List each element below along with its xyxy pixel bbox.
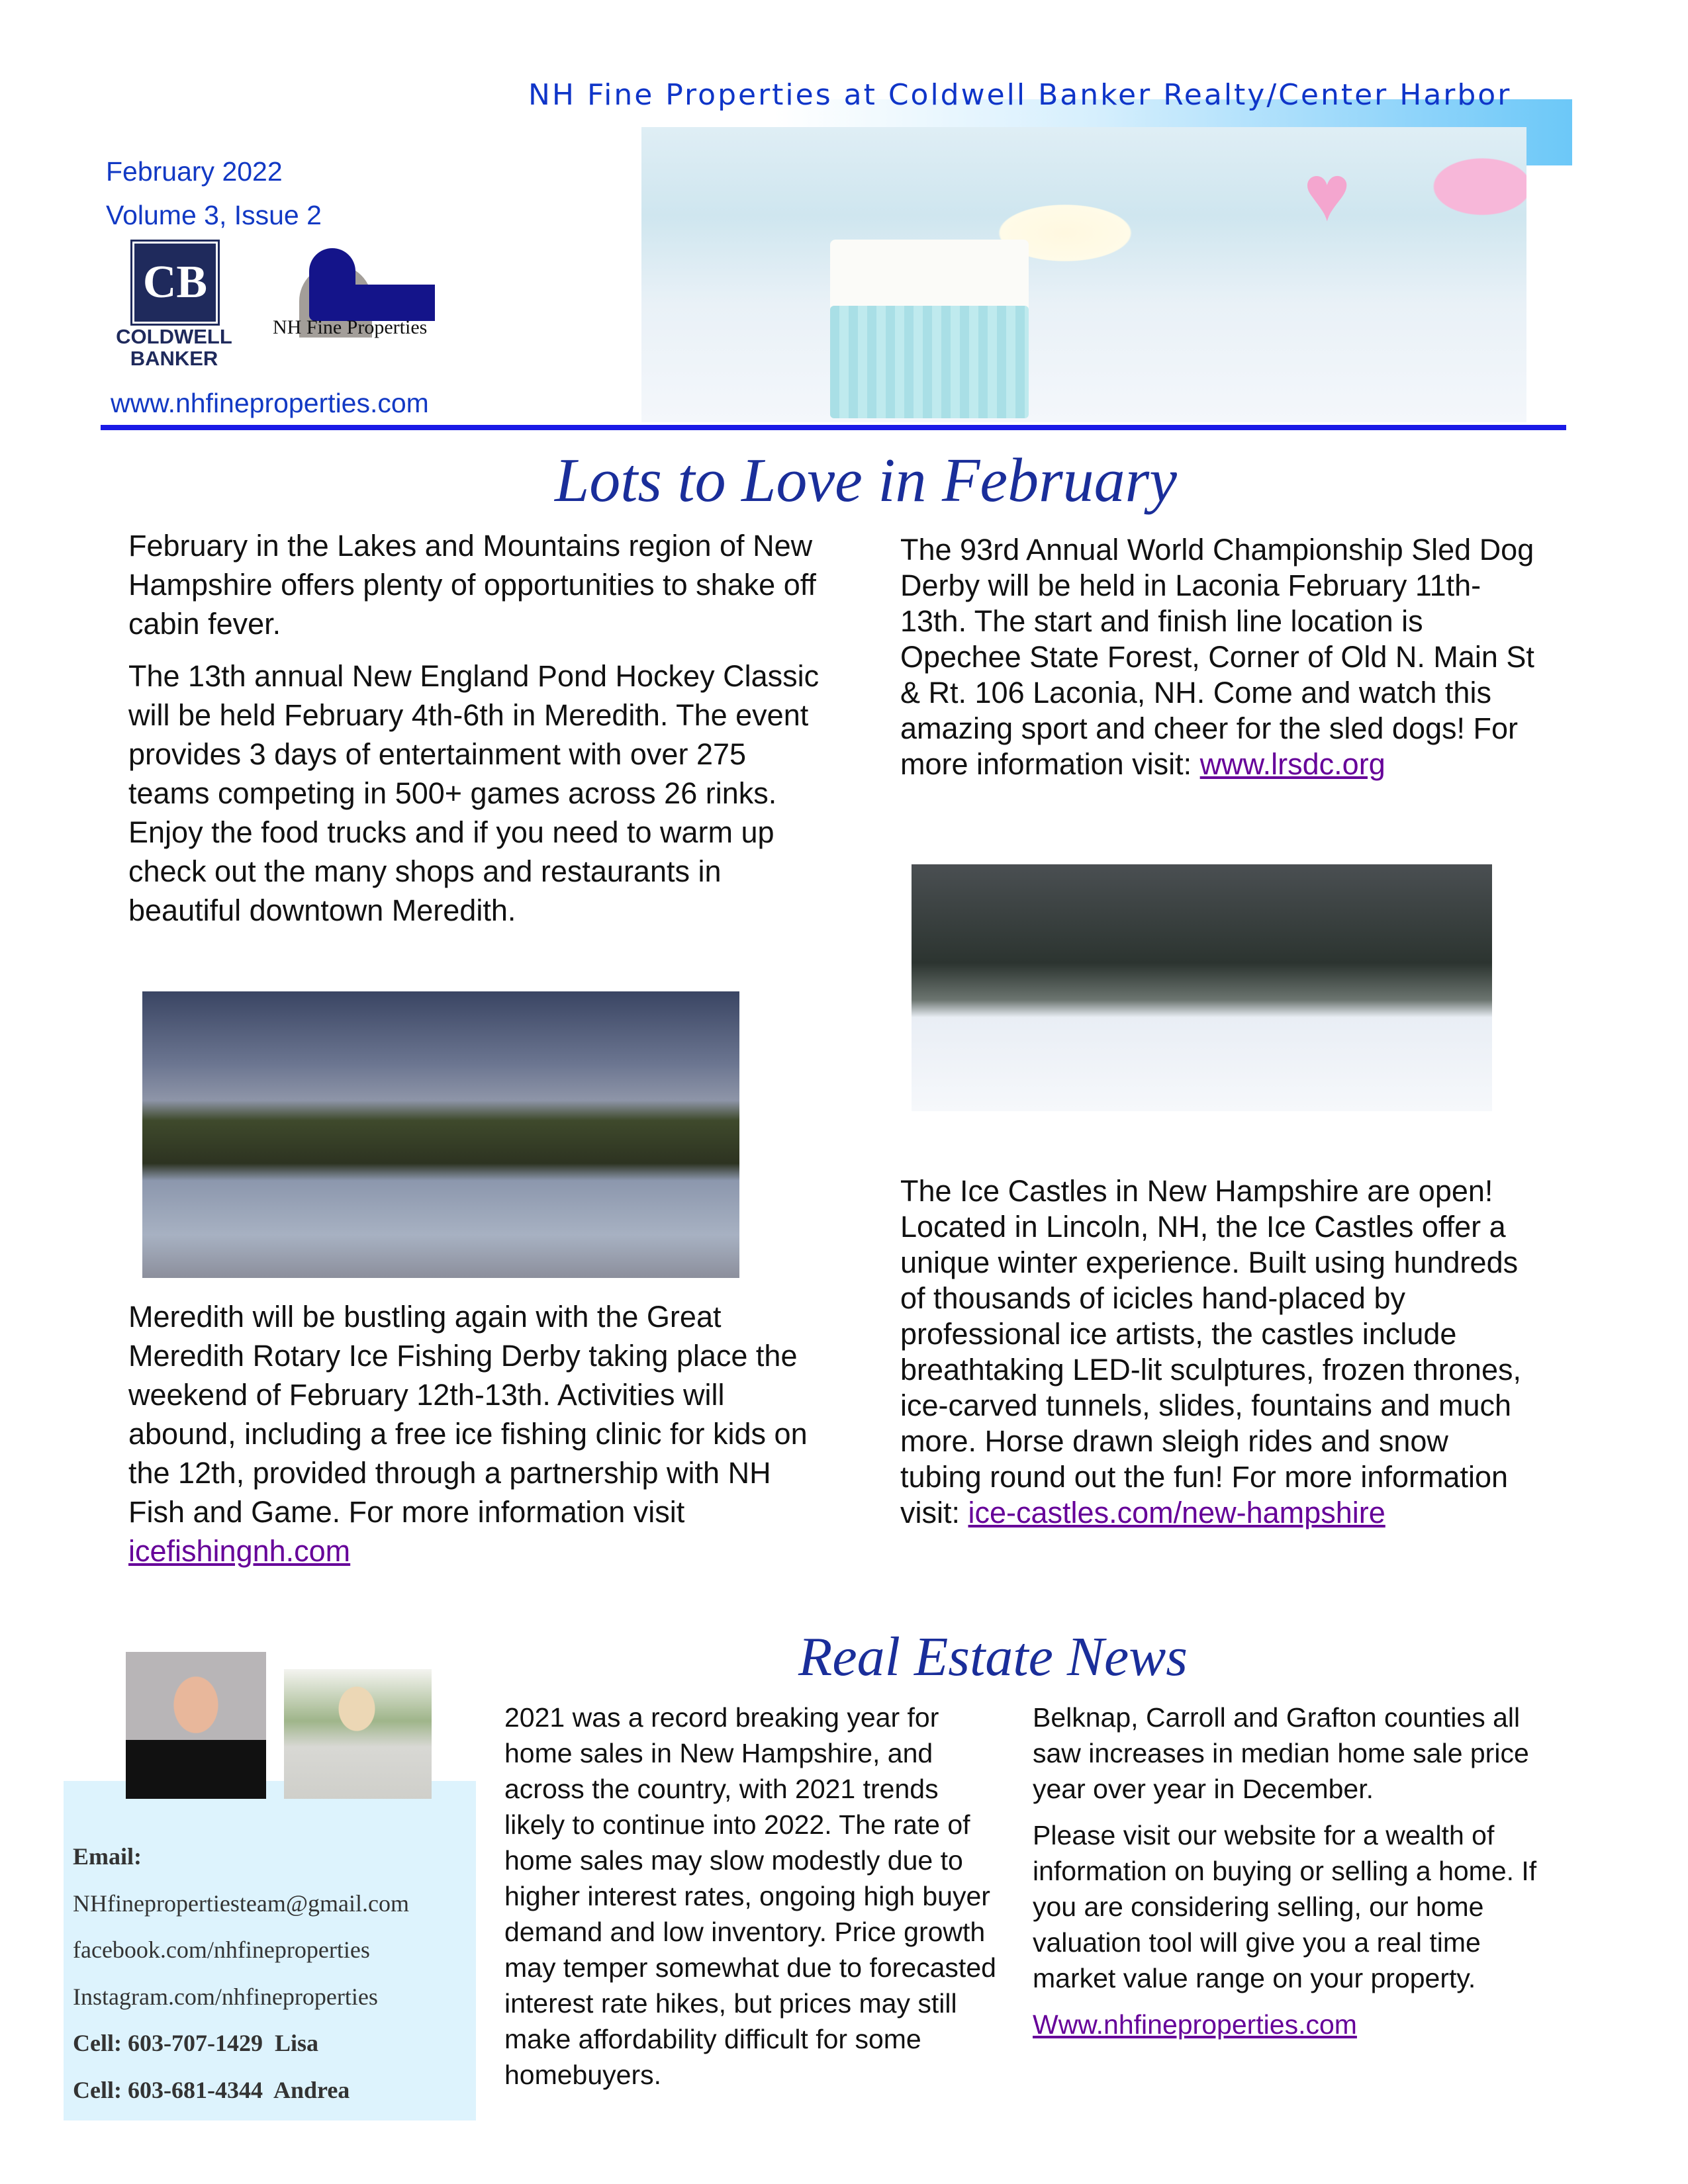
facebook-link[interactable]: facebook.com/nhfineproperties xyxy=(73,1936,370,1963)
nh-fine-properties-logo xyxy=(289,248,444,314)
logo-house-icon xyxy=(342,285,435,321)
news-website-link[interactable]: Www.nhfineproperties.com xyxy=(1033,2009,1357,2040)
coldwell-banker-wordmark: COLDWELL BANKER xyxy=(116,325,232,370)
coldwell-banker-logo: CB xyxy=(132,242,218,324)
counties-paragraph: Belknap, Carroll and Grafton counties all saw increases in median home sale price year over year in December. xyxy=(1033,1702,1529,1804)
newsletter-title: NH Fine Properties at Coldwell Banker Realty/Center Harbor xyxy=(528,78,1512,112)
pond-hockey-photo xyxy=(142,991,739,1278)
email-address[interactable]: NHfinepropertiesteam@gmail.com xyxy=(73,1889,409,1917)
icefishing-link[interactable]: icefishingnh.com xyxy=(128,1534,351,1568)
email-label: Email: xyxy=(73,1843,142,1870)
pond-hockey-paragraph: The 13th annual New England Pond Hockey Classic will be held February 4th-6th in Meredith. The event provides 3 days of entertainment with over 275 teams competing in 500+ games across 26 rinks. Enjoy the food trucks and if you need to warm up check out the many shops and restaurants in beautiful downtown Meredith. xyxy=(128,659,820,927)
nh-fine-properties-wordmark: NH Fine Properties xyxy=(273,316,428,338)
ice-castles-link[interactable]: ice-castles.com/new-hampshire xyxy=(968,1496,1385,1529)
right-column-bottom xyxy=(900,1173,1536,1544)
ice-castles-paragraph xyxy=(900,1173,1536,1531)
contact-details xyxy=(73,1833,409,2113)
news-column-1: 2021 was a record breaking year for home sales in New Hampshire, and across the country, with 2021 trends likely to continue into 2022. The rate of home sales may slow modestly due to higher interest rates, ongoing high buyer demand and low inventory. Price growth may temper somewhat due to forecasted interest rate hikes, but prices may still make affordability difficult for some homebuyers. xyxy=(504,1702,996,2090)
issue-volume: Volume 3, Issue 2 xyxy=(106,200,322,230)
cell-lisa: Cell: 603-707-1429 Lisa xyxy=(73,2030,318,2056)
heart-icon: ♥ xyxy=(1303,149,1351,238)
ice-fishing-text: Meredith will be bustling again with the Great Meredith Rotary Ice Fishing Derby taking place the weekend of February 12th-13th. Activities will abound, including a free ice fishing clinic for kids on the 12th, provided through a partnership with NH Fish and Game. For more information visit xyxy=(128,1300,808,1529)
sled-dog-paragraph xyxy=(900,532,1536,782)
cup-top xyxy=(830,240,1029,312)
agent-photo-lisa xyxy=(126,1652,266,1799)
header-divider xyxy=(101,425,1566,430)
agent-photo-andrea xyxy=(284,1669,432,1799)
ice-castles-text: The Ice Castles in New Hampshire are open! Located in Lincoln, NH, the Ice Castles offer a unique winter experience. Built using hundreds of thousands of icicles hand-placed by professional ice artists, the castles include breathtaking LED-lit sculptures, frozen thrones, ice-carved tunnels, slides, fountains and much more. Horse drawn sleigh rides and snow tubing round out the fun! For more information visit: xyxy=(900,1174,1521,1529)
feature-headline: Lots to Love in February xyxy=(555,446,1177,515)
ice-fishing-paragraph xyxy=(128,1297,820,1570)
left-column-bottom xyxy=(128,1297,820,1584)
instagram-link[interactable]: Instagram.com/nhfineproperties xyxy=(73,1983,378,2010)
news-column-2 xyxy=(1033,1700,1556,2042)
news-headline: Real Estate News xyxy=(798,1626,1188,1688)
sled-dog-photo xyxy=(912,864,1492,1111)
website-paragraph: Please visit our website for a wealth of information on buying or selling a home. If you are considering selling, our home valuation tool will give you a real time market value range on your property. xyxy=(1033,1820,1537,1993)
cup-knit-sleeve xyxy=(830,306,1029,418)
right-column-top xyxy=(900,532,1536,796)
intro-paragraph: February in the Lakes and Mountains region of New Hampshire offers plenty of opportunities to shake off cabin fever. xyxy=(128,529,816,641)
lrsdc-link[interactable]: www.lrsdc.org xyxy=(1199,747,1385,781)
hero-image-cupcake-in-snow xyxy=(641,127,1526,422)
issue-date: February 2022 xyxy=(106,156,283,187)
sled-dog-text: The 93rd Annual World Championship Sled Dog Derby will be held in Laconia February 11th-13th. The start and finish line location is Opechee State Forest, Corner of Old N. Main St & Rt. 106 Laconia, NH. Come and watch this amazing sport and cheer for the sled dogs! For more information visit: xyxy=(900,533,1534,781)
left-column-top xyxy=(128,526,820,943)
cell-andrea: Cell: 603-681-4344 Andrea xyxy=(73,2076,350,2103)
website-link[interactable]: www.nhfineproperties.com xyxy=(111,388,429,418)
